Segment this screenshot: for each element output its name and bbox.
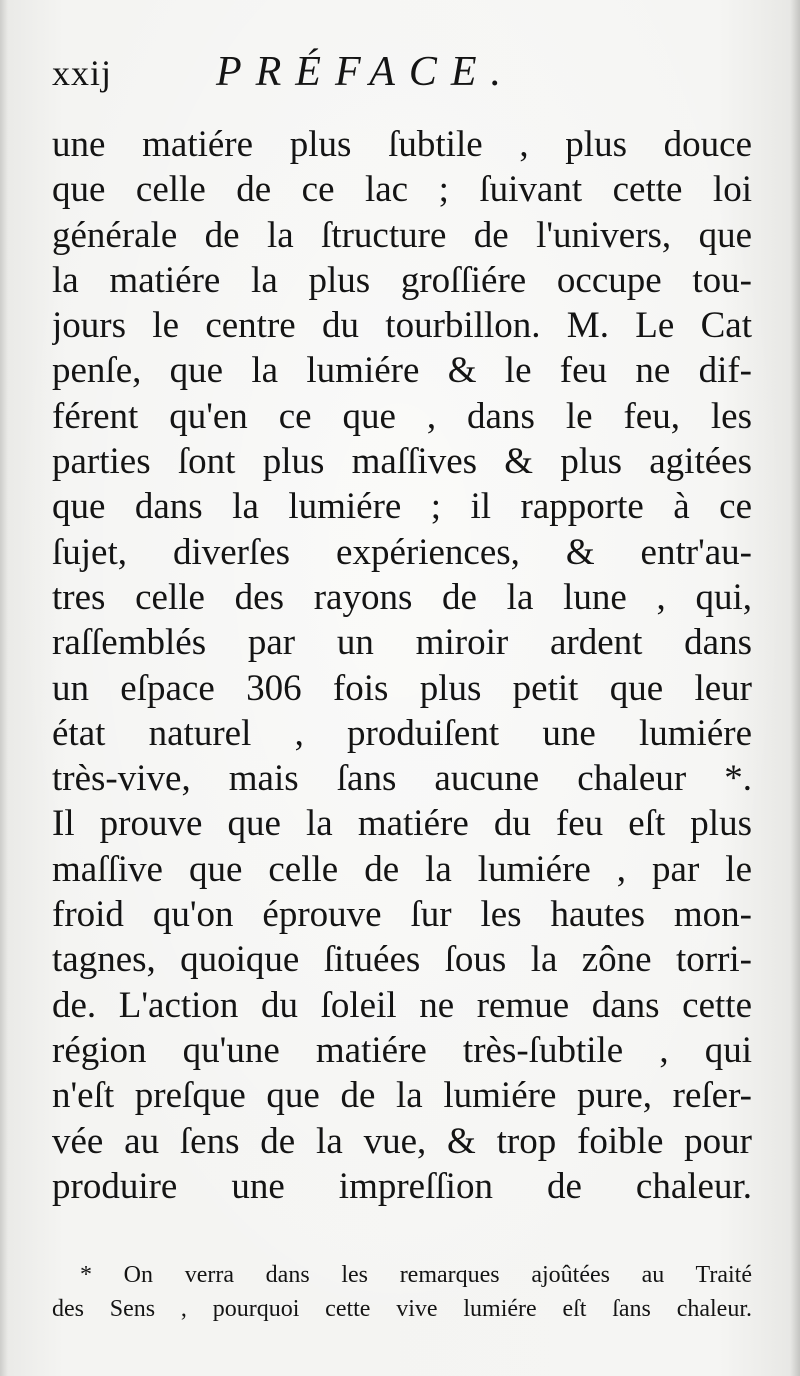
text-line: très-vive, mais ſans aucune chaleur *.: [52, 758, 752, 800]
text-line: la matiére la plus groſſiére occupe tou-: [52, 259, 752, 301]
text-line: produire une impreſſion de chaleur.: [52, 1165, 752, 1207]
text-line: région qu'une matiére très-ſubtile , qui: [52, 1029, 752, 1071]
text-line: tagnes, quoique ſituées ſous la zône torri-: [52, 939, 752, 981]
text-line: un eſpace 306 fois plus petit que leur: [52, 667, 752, 709]
text-line: n'eſt preſque que de la lumiére pure, reſer-: [52, 1075, 752, 1117]
text-line: jours le centre du tourbillon. M. Le Cat: [52, 305, 752, 347]
text-line: une matiére plus ſubtile , plus douce: [52, 124, 752, 165]
text-line: froid qu'on éprouve ſur les hautes mon-: [52, 894, 752, 936]
text-line: ſujet, diverſes expériences, & entr'au-: [52, 531, 752, 573]
text-line: férent qu'en ce que , dans le feu, les: [52, 395, 752, 437]
text-line: état naturel , produiſent une lumiére: [52, 712, 752, 754]
text-line: parties ſont plus maſſives & plus agitées: [52, 441, 752, 483]
text-line: Il prouve que la matiére du feu eſt plus: [52, 803, 752, 845]
page-number: xxij: [52, 53, 113, 93]
page-right-shadow: [790, 0, 800, 1376]
footnote-line: des Sens , pourquoi cette vive lumiére eſt ſans chaleur.: [52, 1296, 752, 1322]
running-head: PRÉFACE.: [216, 49, 516, 95]
footnote-line: * On verra dans les remarques ajoûtées au Traité: [80, 1262, 752, 1288]
text-line: que celle de ce lac ; ſuivant cette loi: [52, 169, 752, 211]
text-line: vée au ſens de la vue, & trop foible pour: [52, 1120, 752, 1162]
text-line: raſſemblés par un miroir ardent dans: [52, 622, 752, 664]
text-line: que dans la lumiére ; il rapporte à ce: [52, 486, 752, 528]
page-left-shadow: [0, 0, 8, 1376]
body-text: [52, 122, 752, 1209]
text-line: maſſive que celle de la lumiére , par le: [52, 848, 752, 890]
text-line: tres celle des rayons de la lune , qui,: [52, 576, 752, 618]
page-header: [52, 44, 752, 104]
text-line: générale de la ſtructure de l'univers, que: [52, 214, 752, 256]
text-line: de. L'action du ſoleil ne remue dans cette: [52, 984, 752, 1026]
text-line: penſe, que la lumiére & le feu ne dif-: [52, 350, 752, 392]
footnote: [52, 1258, 752, 1326]
